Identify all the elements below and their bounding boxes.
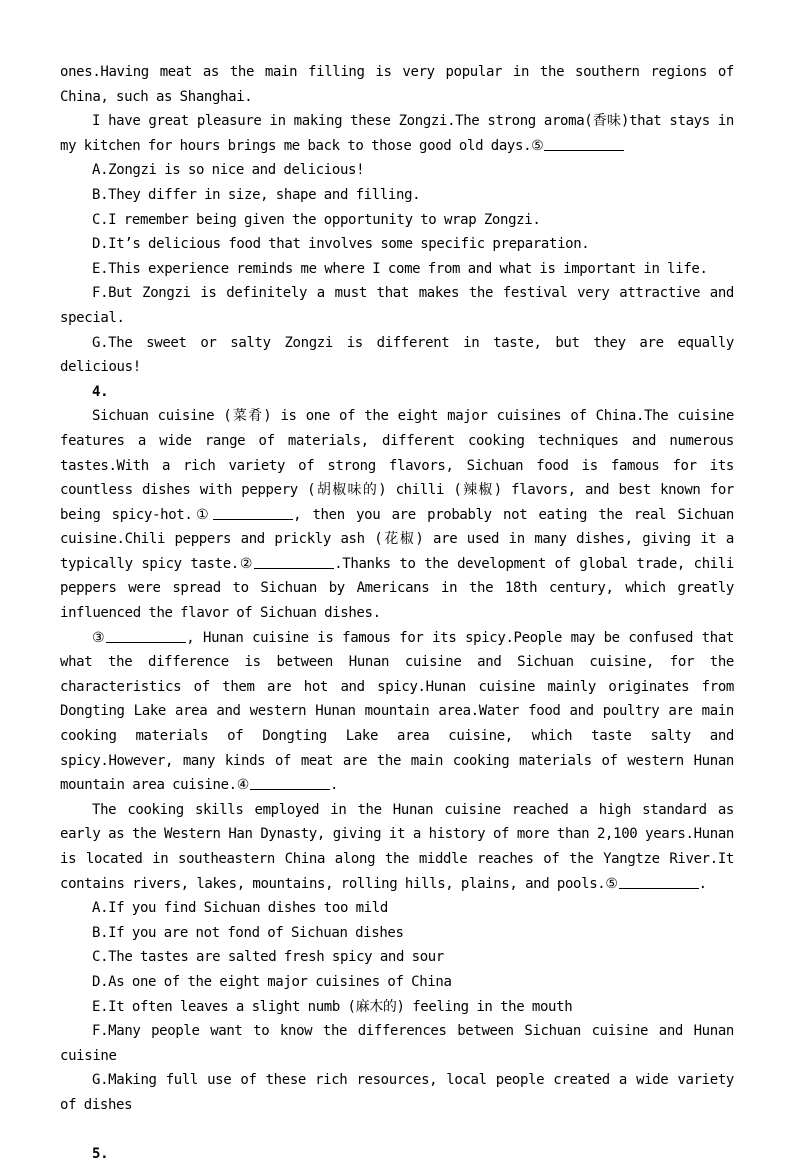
paragraph-text: , Hunan cuisine is famous for its spicy.People may be confused that what the difference is between Hunan cuisine and Sichuan cuisine, for the characteristics of them are hot and spicy.Hunan cuisine mainly originates from Dongting Lake area and western Hunan mountain area.Water food and poultry are main cooking materials of Dongting Lake area cuisine, which taste salty and spicy.However, many kinds of meat are the main cooking materials of western Hunan mountain area cuisine.④: [60, 629, 735, 794]
option-b: B.If you are not fond of Sichuan dishes: [92, 924, 404, 941]
option-a: A.Zongzi is so nice and delicious!: [92, 162, 365, 179]
paragraph-history: [60, 798, 734, 896]
paragraph-text: The cooking skills employed in the Hunan cuisine reached a high standard as early as the Western Han Dynasty, giving it a history of more than 2,100 years.Hunan is located in southeastern China along the middle reaches of the Yangtze River.It contains rivers, lakes, mountains, rolling hills, plains, and pools.⑤: [60, 801, 734, 892]
option-a: A.If you find Sichuan dishes too mild: [92, 900, 388, 917]
paragraph-sichuan: [60, 404, 734, 625]
option-f: F.Many people want to know the differences between Sichuan cuisine and Hunan cuisine: [60, 1023, 734, 1064]
answer-blank-5[interactable]: [619, 874, 699, 889]
paragraph-text: .: [329, 777, 339, 794]
paragraph-text: , then you are probably not eating the real Sichuan cuisine.Chili peppers and prickly ash (花椒) are used in many dishes, giving it a typically spicy taste.②: [60, 506, 734, 572]
paragraph-hunan: [60, 626, 734, 798]
option-e: E.This experience reminds me where I come from and what is important in life.: [92, 260, 708, 277]
paragraph-conclusion: [60, 109, 734, 158]
answer-blank-1[interactable]: [213, 505, 293, 520]
option-g: G.The sweet or salty Zongzi is different in taste, but they are equally delicious!: [60, 334, 734, 376]
paragraph-text: ③: [92, 629, 106, 646]
section-gap: [60, 1118, 734, 1142]
answer-blank-2[interactable]: [254, 554, 334, 569]
paragraph-text: I have great pleasure in making these Zongzi.The strong aroma(香味)that stays in my kitchen for hours brings me back to those good old days.⑤: [60, 113, 734, 154]
question-number-4: 4.: [92, 383, 109, 400]
question-number-5: 5.: [92, 1145, 109, 1162]
answer-blank-5[interactable]: [544, 136, 624, 151]
option-b: B.They differ in size, shape and filling.: [92, 186, 421, 203]
option-c: C.I remember being given the opportunity to wrap Zongzi.: [92, 211, 541, 228]
option-e: E.It often leaves a slight numb (麻木的) feeling in the mouth: [92, 998, 573, 1015]
answer-blank-4[interactable]: [250, 775, 330, 790]
option-f: F.But Zongzi is definitely a must that makes the festival very attractive and special.: [60, 285, 734, 326]
option-d: D.As one of the eight major cuisines of China: [92, 973, 452, 990]
paragraph-text: .: [698, 875, 707, 892]
option-d: D.It’s delicious food that involves some specific preparation.: [92, 236, 590, 253]
option-c: C.The tastes are salted fresh spicy and sour: [92, 949, 444, 966]
option-g: G.Making full use of these rich resources, local people created a wide variety of dishes: [60, 1072, 734, 1113]
answer-blank-3[interactable]: [106, 628, 186, 643]
page-content: [60, 60, 734, 1166]
paragraph-text: Sichuan cuisine (菜肴) is one of the eight major cuisines of China.The cuisine features a wide range of materials, different cooking techniques and numerous tastes.With a rich variety of strong flavors, Sichuan food is famous for its countless dishes with peppery (胡椒味的) chilli (辣椒) flavors, and best known for being spicy-hot.①: [60, 408, 734, 523]
paragraph-text: .Thanks to the development of global trade, chili peppers were spread to Sichuan by Americans in the 18th century, which greatly influenced the flavor of Sichuan dishes.: [60, 555, 735, 622]
paragraph-continuation: ones.Having meat as the main filling is very popular in the southern regions of China, such as Shanghai.: [60, 64, 734, 105]
